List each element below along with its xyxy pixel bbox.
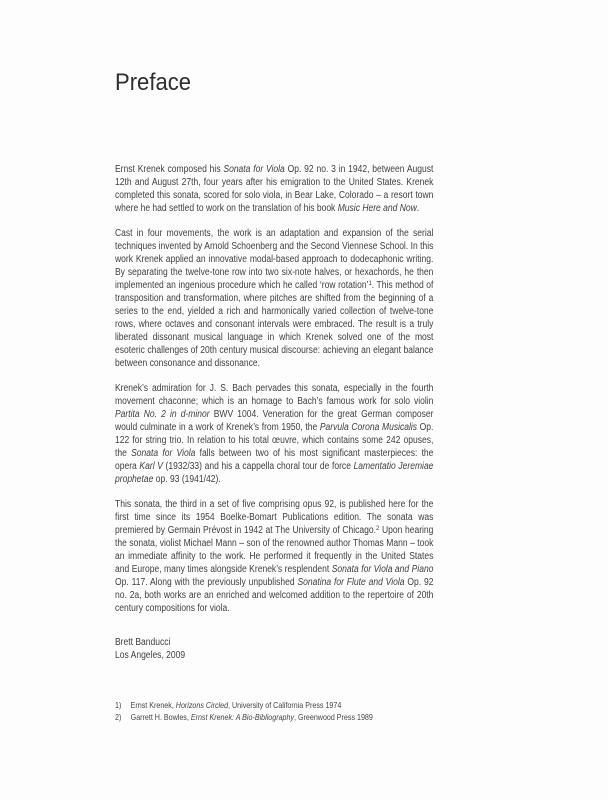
footnote-1	[115, 700, 533, 712]
footnote-2-text: Garrett H. Bowles, Ernst Krenek: A Bio-Bibliography, Greenwood Press 1989	[130, 712, 373, 722]
footnote-2-number: 2)	[115, 712, 122, 722]
footnote-1-number: 1)	[115, 701, 122, 710]
preface-body	[115, 163, 433, 662]
paragraph-4: This sonata, the third in a set of five comprising opus 92, is published here for the first time since its 1954 Boelke-Bomart Publications edition. The sonata was premiered by Germain Prévost in 1942 at The University of Chicago.$^2$ Upon hearing the sonata, violist Michael Mann – son of the renowned author Thomas Mann – took an immediate affinity to the work. He performed it frequently in the United States and Europe, many times alongside Krenek’s resplendent Sonata for Viola and Piano Op. 117. Along with the previously unpublished Sonatina for Flute and Viola Op. 92 no. 2a, both works are an enriched and welcomed addition to the repertoire of 20th century compositions for viola.	[115, 499, 434, 614]
paragraph-1: Ernst Krenek composed his Sonata for Viola Op. 92 no. 3 in 1942, between August 12th and August 27th, four years after his emigration to the United States. Krenek completed this sonata, scored for solo viola, in Bear Lake, Colorado – a resort town where he had settled to work on the translation of his book Music Here and Now.	[115, 164, 434, 214]
signature-block	[115, 636, 433, 662]
footnotes-block	[115, 700, 533, 723]
footnote-2	[115, 712, 533, 724]
paragraph-3: Krenek’s admiration for J. S. Bach pervades this sonata, especially in the fourth movement chaconne; which is an homage to Bach’s famous work for solo violin Partita No. 2 in d-minor BWV 1004. Veneration for the great German composer would culminate in a work of Krenek’s from 1950, the Parvula Corona Musicalis Op. 122 for string trio. In relation to his total œuvre, which contains some 242 opuses, the Sonata for Viola falls between two of his most significant masterpieces: the opera Karl V (1932/33) and his a cappella choral tour de force Lamentatio Jeremiae prophetae op. 93 (1941/42).	[115, 383, 434, 485]
page-title: Preface	[115, 69, 191, 96]
signature-name: Brett Banducci	[115, 637, 171, 648]
signature-place-date: Los Angeles, 2009	[115, 650, 186, 661]
paragraph-2: Cast in four movements, the work is an adaptation and expansion of the serial techniques invented by Arnold Schoenberg and the Second Viennese School. In this work Krenek applied an innovative modal-based approach to dodecaphonic writing. By separating the twelve-tone row into two six-note halves, or hexachords, he then implemented an ingenious procedure which he called ‘row rotation’$^1$. This method of transposition and transformation, where pitches are shifted from the beginning of a series to the end, yielded a rich and harmonically varied collection of twelve-tone rows, where octaves and consonant intervals were embraced. The result is a truly liberated dissonant musical language in which Krenek solved one of the most esoteric challenges of 20th century musical discourse: achieving an elegant balance between consonance and dissonance.	[115, 228, 434, 369]
footnote-1-text: Ernst Krenek, Horizons Circled, University of California Press 1974	[130, 701, 342, 710]
